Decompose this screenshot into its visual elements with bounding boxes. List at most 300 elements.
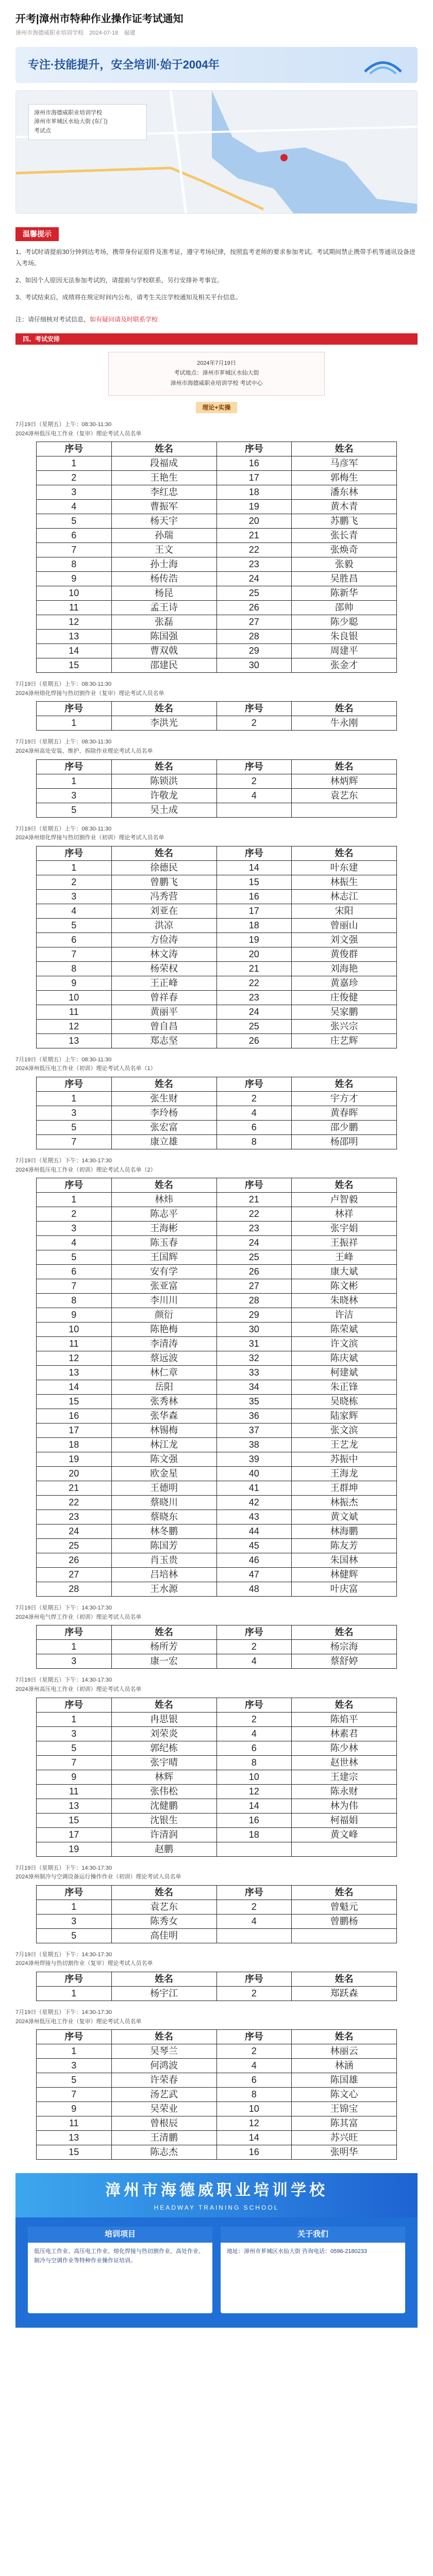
candidate-name: 杨传浩 xyxy=(111,572,216,586)
candidate-name: 王群坤 xyxy=(292,1481,397,1496)
seat-number: 21 xyxy=(37,1481,112,1496)
candidate-name: 王水源 xyxy=(111,1582,216,1597)
candidate-name: 郑跃森 xyxy=(292,1986,397,2001)
column-header: 序号 xyxy=(37,1077,112,1092)
seat-number: 11 xyxy=(37,1784,112,1799)
candidate-name: 孙士海 xyxy=(111,557,216,572)
seat-number: 1 xyxy=(37,1900,112,1914)
candidate-name: 王德明 xyxy=(111,1481,216,1496)
author-link[interactable]: 漳州市海德威职业培训学校 xyxy=(15,30,84,36)
seat-number: 10 xyxy=(37,1323,112,1337)
table-row xyxy=(37,529,397,543)
seat-number: 2 xyxy=(216,716,292,731)
seat-number: 14 xyxy=(216,860,292,875)
seat-number: 9 xyxy=(37,2102,112,2116)
seat-number: 30 xyxy=(216,1323,292,1337)
seat-number: 21 xyxy=(216,1193,292,1207)
seat-number: 28 xyxy=(216,630,292,644)
candidate-name: 潘东林 xyxy=(292,485,397,500)
seat-number: 17 xyxy=(216,904,292,918)
candidate-name: 方俭涛 xyxy=(111,933,216,947)
publish-location: 福建 xyxy=(124,30,136,36)
table-row xyxy=(37,644,397,658)
seat-number: 2 xyxy=(216,1986,292,2001)
candidate-name: 陈新华 xyxy=(292,586,397,601)
session-time: 7月19日（星期五）下午：14:30-17:30 xyxy=(15,1951,112,1958)
candidate-name: 黄木青 xyxy=(292,500,397,514)
candidate-name: 柯福娟 xyxy=(292,1813,397,1827)
footer-about-title: 关于我们 xyxy=(221,2227,405,2243)
column-header: 序号 xyxy=(216,1178,292,1193)
seat-number: 1 xyxy=(37,1986,112,2001)
session-time: 7月19日（星期五）下午：14:30-17:30 xyxy=(15,1605,112,1612)
seat-number: 15 xyxy=(37,2145,112,2160)
exam-type-label: 理论+实操 xyxy=(196,402,237,413)
map-info-box xyxy=(28,104,147,141)
candidate-name: 陈少林 xyxy=(292,1741,397,1755)
table-row xyxy=(37,803,397,817)
table-row xyxy=(37,1568,397,1582)
candidate-name: 张伟松 xyxy=(111,1784,216,1799)
column-header: 序号 xyxy=(216,846,292,860)
candidate-name: 王艳生 xyxy=(111,471,216,485)
column-header: 序号 xyxy=(216,1698,292,1712)
session-time: 7月19日（星期五）下午：14:30-17:30 xyxy=(15,1158,112,1164)
seat-number: 5 xyxy=(37,918,112,933)
seat-number: 13 xyxy=(37,2131,112,2145)
footer-body xyxy=(15,2217,418,2323)
top-banner xyxy=(15,47,418,83)
column-header: 姓名 xyxy=(292,759,397,774)
seat-number: 5 xyxy=(37,1741,112,1755)
table-row xyxy=(37,1250,397,1265)
seat-number: 13 xyxy=(37,630,112,644)
candidate-name: 许洁 xyxy=(292,1308,397,1323)
seat-number: 14 xyxy=(37,644,112,658)
candidate-name: 李清涛 xyxy=(111,1337,216,1351)
table-row xyxy=(37,1813,397,1827)
candidate-name: 郭纪栋 xyxy=(111,1741,216,1755)
table-row xyxy=(37,1395,397,1409)
candidate-name: 吴晓栋 xyxy=(292,1395,397,1409)
seat-number: 5 xyxy=(37,1928,112,1943)
column-header: 序号 xyxy=(216,1625,292,1640)
table-row xyxy=(37,1409,397,1423)
candidate-name xyxy=(292,803,397,817)
footer-title: 漳州市海德威职业培训学校 xyxy=(105,2181,328,2199)
candidate-name: 王海龙 xyxy=(292,1467,397,1481)
table-row xyxy=(37,1279,397,1294)
table-header-row xyxy=(37,702,397,716)
column-header: 姓名 xyxy=(111,1077,216,1092)
roster-table xyxy=(36,1972,397,2001)
candidate-name: 蔡晓东 xyxy=(111,1510,216,1524)
candidate-name: 许荣春 xyxy=(111,2073,216,2088)
roster-table xyxy=(36,1178,397,1597)
candidate-name: 陆家辉 xyxy=(292,1409,397,1423)
seat-number: 2 xyxy=(216,1640,292,1654)
seat-number: 5 xyxy=(37,1121,112,1135)
candidate-name: 李玲杨 xyxy=(111,1106,216,1121)
seat-number: 3 xyxy=(37,1222,112,1236)
column-header: 姓名 xyxy=(111,702,216,716)
session-description: 2024漳州制冷与空调设备运行操作作业（初训）理论考试人员名单 xyxy=(15,1874,181,1880)
candidate-name: 孟王诗 xyxy=(111,601,216,615)
roster-table xyxy=(36,701,397,731)
column-header: 姓名 xyxy=(111,1625,216,1640)
roster-table xyxy=(36,1625,397,1669)
table-row xyxy=(37,1986,397,2001)
seat-number: 8 xyxy=(216,1135,292,1149)
candidate-name: 吴土成 xyxy=(111,803,216,817)
seat-number: 17 xyxy=(216,471,292,485)
candidate-name: 林为伟 xyxy=(292,1799,397,1813)
session-time: 7月19日（星期五）下午：14:30-17:30 xyxy=(15,1677,112,1684)
table-header-row xyxy=(37,1972,397,1986)
table-row xyxy=(37,860,397,875)
session-description: 2024漳州熔化焊接与热切割作业（复审）理论考试人员名单 xyxy=(15,690,164,697)
section-title: 温馨提示 xyxy=(15,227,59,241)
seat-number: 10 xyxy=(37,586,112,601)
table-row xyxy=(37,1654,397,1669)
candidate-name: 张亚富 xyxy=(111,1279,216,1294)
seat-number: 7 xyxy=(37,947,112,961)
seat-number: 25 xyxy=(216,1019,292,1033)
candidate-name: 张文滨 xyxy=(292,1423,397,1438)
seat-number: 16 xyxy=(37,1409,112,1423)
seat-number: 7 xyxy=(37,1279,112,1294)
seat-number: 32 xyxy=(216,1351,292,1366)
candidate-name: 邵建民 xyxy=(111,658,216,673)
column-header: 姓名 xyxy=(292,702,397,716)
table-header-row xyxy=(37,846,397,860)
table-row xyxy=(37,1265,397,1279)
school-footer xyxy=(15,2173,418,2328)
table-row xyxy=(37,1481,397,1496)
candidate-name: 沈健鹏 xyxy=(111,1799,216,1813)
candidate-name: 安有学 xyxy=(111,1265,216,1279)
table-row xyxy=(37,1294,397,1308)
seat-number: 1 xyxy=(37,1712,112,1726)
table-row xyxy=(37,1799,397,1813)
table-row xyxy=(37,1784,397,1799)
column-header: 序号 xyxy=(37,1178,112,1193)
table-row xyxy=(37,889,397,904)
seat-number: 12 xyxy=(216,2116,292,2131)
candidate-name: 陈其富 xyxy=(292,2116,397,2131)
candidate-name: 康一宏 xyxy=(111,1654,216,1669)
candidate-name: 黄嘉珍 xyxy=(292,976,397,990)
seat-number: 6 xyxy=(216,1741,292,1755)
seat-number: 11 xyxy=(37,1337,112,1351)
seat-number: 4 xyxy=(216,1654,292,1669)
table-row xyxy=(37,1842,397,1856)
column-header: 序号 xyxy=(216,442,292,456)
candidate-name: 苏兴旺 xyxy=(292,2131,397,2145)
table-row xyxy=(37,2116,397,2131)
seat-number: 18 xyxy=(216,1827,292,1842)
candidate-name: 张宏富 xyxy=(111,1121,216,1135)
candidate-name: 陈庆斌 xyxy=(292,1351,397,1366)
candidate-name: 林志江 xyxy=(292,889,397,904)
seat-number: 37 xyxy=(216,1423,292,1438)
candidate-name: 林涵 xyxy=(292,2059,397,2073)
seat-number: 25 xyxy=(216,586,292,601)
seat-number: 27 xyxy=(216,615,292,630)
table-row xyxy=(37,1005,397,1019)
session-description: 2024漳州低压电工作业（初训）理论考试人员名单（1） xyxy=(15,1065,156,1072)
seat-number: 23 xyxy=(37,1510,112,1524)
seat-number xyxy=(216,1928,292,1943)
column-header: 序号 xyxy=(37,759,112,774)
seat-number: 4 xyxy=(216,1726,292,1741)
seat-number: 24 xyxy=(216,1236,292,1250)
table-row xyxy=(37,1019,397,1033)
candidate-name: 李洪光 xyxy=(111,716,216,731)
seat-number: 11 xyxy=(37,2116,112,2131)
seat-number: 8 xyxy=(37,557,112,572)
seat-number: 8 xyxy=(216,1755,292,1770)
candidate-name: 杨宇江 xyxy=(111,1986,216,2001)
candidate-name: 叶东建 xyxy=(292,860,397,875)
seat-number: 6 xyxy=(37,933,112,947)
seat-number: 26 xyxy=(216,1265,292,1279)
candidate-name: 庄俊健 xyxy=(292,990,397,1005)
candidate-name: 肖玉贵 xyxy=(111,1553,216,1568)
candidate-name: 陈国雄 xyxy=(292,2073,397,2088)
table-row xyxy=(37,961,397,976)
candidate-name: 陈国强 xyxy=(111,630,216,644)
candidate-name: 杨宗海 xyxy=(292,1640,397,1654)
candidate-name: 周建平 xyxy=(292,644,397,658)
seat-number: 22 xyxy=(216,976,292,990)
exam-sessions xyxy=(15,420,418,2160)
seat-number: 16 xyxy=(216,456,292,471)
candidate-name: 牛永刚 xyxy=(292,716,397,731)
seat-number: 1 xyxy=(37,774,112,788)
roster-table xyxy=(36,1885,397,1943)
candidate-name: 张秀林 xyxy=(111,1395,216,1409)
candidate-name: 陈艳梅 xyxy=(111,1323,216,1337)
candidate-name: 冯秀营 xyxy=(111,889,216,904)
candidate-name: 徐德民 xyxy=(111,860,216,875)
table-row xyxy=(37,904,397,918)
candidate-name: 欧金星 xyxy=(111,1467,216,1481)
seat-number: 29 xyxy=(216,1308,292,1323)
seat-number: 28 xyxy=(37,1582,112,1597)
candidate-name: 林冬鹏 xyxy=(111,1524,216,1539)
seat-number: 10 xyxy=(37,990,112,1005)
candidate-name: 林文涛 xyxy=(111,947,216,961)
table-row xyxy=(37,1827,397,1842)
footer-about xyxy=(221,2227,405,2313)
seat-number: 23 xyxy=(216,1222,292,1236)
candidate-name: 张生财 xyxy=(111,1092,216,1106)
candidate-name: 蔡舒婷 xyxy=(292,1654,397,1669)
table-row xyxy=(37,1351,397,1366)
seat-number: 5 xyxy=(37,1250,112,1265)
column-header: 姓名 xyxy=(111,1178,216,1193)
seat-number: 26 xyxy=(37,1553,112,1568)
seat-number: 12 xyxy=(216,1784,292,1799)
candidate-name: 宋阳 xyxy=(292,904,397,918)
seat-number: 7 xyxy=(37,1755,112,1770)
candidate-name: 蔡晓川 xyxy=(111,1496,216,1510)
candidate-name: 陈永财 xyxy=(292,1784,397,1799)
seat-number: 26 xyxy=(216,601,292,615)
seat-number: 3 xyxy=(37,1914,112,1928)
seat-number: 6 xyxy=(216,2073,292,2088)
seat-number: 40 xyxy=(216,1467,292,1481)
candidate-name: 陈友芳 xyxy=(292,1539,397,1553)
candidate-name: 曾鹏飞 xyxy=(111,875,216,889)
seat-number: 46 xyxy=(216,1553,292,1568)
table-header-row xyxy=(37,1077,397,1092)
candidate-name: 叶庆富 xyxy=(292,1582,397,1597)
seat-number: 2 xyxy=(216,1712,292,1726)
table-row xyxy=(37,2131,397,2145)
candidate-name: 杨荣权 xyxy=(111,961,216,976)
seat-number: 19 xyxy=(216,500,292,514)
seat-number: 8 xyxy=(216,2088,292,2102)
seat-number: 42 xyxy=(216,1496,292,1510)
candidate-name: 曹振军 xyxy=(111,500,216,514)
table-row xyxy=(37,1582,397,1597)
seat-number: 6 xyxy=(37,1265,112,1279)
seat-number: 30 xyxy=(216,658,292,673)
candidate-name: 汤艺武 xyxy=(111,2088,216,2102)
session-time: 7月19日（星期五）下午：14:30-17:30 xyxy=(15,1865,112,1871)
seat-number: 20 xyxy=(37,1467,112,1481)
candidate-name: 蔡远波 xyxy=(111,1351,216,1366)
table-row xyxy=(37,1467,397,1481)
paragraph: 3、考试结束后，成绩将在规定时间内公布，请考生关注学校通知及相关平台信息。 xyxy=(15,293,242,301)
seat-number: 19 xyxy=(37,1842,112,1856)
seat-number: 9 xyxy=(37,1770,112,1784)
table-header-row xyxy=(37,1885,397,1900)
paragraph: 2、如因个人原因无法参加考试的，请提前与学校联系，另行安排补考事宜。 xyxy=(15,277,223,284)
session-time: 7月19日（星期五）上午：08:30-11:30 xyxy=(15,739,112,745)
candidate-name: 洪凉 xyxy=(111,918,216,933)
seat-number: 2 xyxy=(216,1900,292,1914)
candidate-name: 曾自昌 xyxy=(111,1019,216,1033)
seat-number: 43 xyxy=(216,1510,292,1524)
candidate-name: 陈文心 xyxy=(292,2088,397,2102)
candidate-name: 卢智毅 xyxy=(292,1193,397,1207)
column-header: 姓名 xyxy=(292,1077,397,1092)
schedule-bar xyxy=(15,333,418,345)
candidate-name: 王海彬 xyxy=(111,1222,216,1236)
candidate-name: 黄文斌 xyxy=(292,1510,397,1524)
table-row xyxy=(37,1712,397,1726)
seat-number: 24 xyxy=(37,1524,112,1539)
map-label-line: 考试点 xyxy=(34,127,51,134)
seat-number: 48 xyxy=(216,1582,292,1597)
column-header: 序号 xyxy=(37,1972,112,1986)
seat-number: 7 xyxy=(37,1135,112,1149)
seat-number: 4 xyxy=(216,1106,292,1121)
candidate-name: 袁艺东 xyxy=(292,788,397,803)
location-map[interactable] xyxy=(15,90,418,214)
candidate-name: 王艺龙 xyxy=(292,1438,397,1452)
seat-number: 18 xyxy=(216,918,292,933)
seat-number: 2 xyxy=(216,774,292,788)
column-header: 姓名 xyxy=(111,1698,216,1712)
session-time: 7月19日（星期五）上午：08:30-11:30 xyxy=(15,1056,112,1063)
session-description: 2024漳州熔化焊接与热切割作业（初训）理论考试人员名单 xyxy=(15,835,164,841)
column-header: 序号 xyxy=(37,702,112,716)
table-header-row xyxy=(37,1698,397,1712)
candidate-name: 许文滨 xyxy=(292,1337,397,1351)
column-header: 序号 xyxy=(216,2030,292,2044)
seat-number: 8 xyxy=(37,961,112,976)
table-row xyxy=(37,1770,397,1784)
candidate-name: 陈文彬 xyxy=(292,1279,397,1294)
candidate-name: 王建宗 xyxy=(292,1770,397,1784)
candidate-name: 张明华 xyxy=(292,2145,397,2160)
column-header: 姓名 xyxy=(292,846,397,860)
seat-number: 9 xyxy=(37,976,112,990)
seat-number: 15 xyxy=(216,875,292,889)
session-description: 2024漳州低压电工作业（复审）理论考试人员名单 xyxy=(15,2018,142,2025)
candidate-name: 张金才 xyxy=(292,658,397,673)
candidate-name: 张焕奇 xyxy=(292,543,397,557)
candidate-name: 庄艺辉 xyxy=(292,1033,397,1048)
table-row xyxy=(37,1510,397,1524)
column-header: 序号 xyxy=(216,759,292,774)
candidate-name: 郭梅生 xyxy=(292,471,397,485)
candidate-name: 袁艺东 xyxy=(111,1900,216,1914)
seat-number: 25 xyxy=(37,1539,112,1553)
candidate-name: 张磊 xyxy=(111,615,216,630)
paragraph: 1、考试时请提前30分钟到达考场，携带身份证原件及准考证，遵守考场纪律，按照监考老师的要求参加考试。考试期间禁止携带手机等通讯设备进入考场。 xyxy=(15,248,416,267)
candidate-name: 林祥 xyxy=(292,1207,397,1222)
candidate-name: 曹双戟 xyxy=(111,644,216,658)
candidate-name: 苏鹏飞 xyxy=(292,514,397,529)
footer-programs xyxy=(28,2227,212,2313)
table-row xyxy=(37,1323,397,1337)
candidate-name: 段福成 xyxy=(111,456,216,471)
seat-number: 13 xyxy=(37,1033,112,1048)
seat-number: 20 xyxy=(216,947,292,961)
seat-number: 10 xyxy=(216,1770,292,1784)
candidate-name: 朱国林 xyxy=(292,1553,397,1568)
seat-number: 12 xyxy=(37,1351,112,1366)
candidate-name: 冉思银 xyxy=(111,1712,216,1726)
seat-number: 41 xyxy=(216,1481,292,1496)
candidate-name: 赵世林 xyxy=(292,1755,397,1770)
candidate-name: 林振杰 xyxy=(292,1496,397,1510)
column-header: 序号 xyxy=(216,1972,292,1986)
candidate-name: 陈文强 xyxy=(111,1452,216,1467)
table-row xyxy=(37,1106,397,1121)
table-row xyxy=(37,774,397,788)
table-header-row xyxy=(37,442,397,456)
table-row xyxy=(37,1900,397,1914)
table-row xyxy=(37,2044,397,2059)
candidate-name: 张毅 xyxy=(292,557,397,572)
seat-number: 4 xyxy=(37,1236,112,1250)
table-row xyxy=(37,1438,397,1452)
footer-programs-title: 培训项目 xyxy=(28,2227,212,2243)
seat-number: 3 xyxy=(37,1726,112,1741)
seat-number: 2 xyxy=(37,875,112,889)
candidate-name: 陈志杰 xyxy=(111,2145,216,2160)
candidate-name: 孙瑞 xyxy=(111,529,216,543)
column-header: 姓名 xyxy=(292,442,397,456)
seat-number: 18 xyxy=(37,1438,112,1452)
candidate-name: 王文 xyxy=(111,543,216,557)
